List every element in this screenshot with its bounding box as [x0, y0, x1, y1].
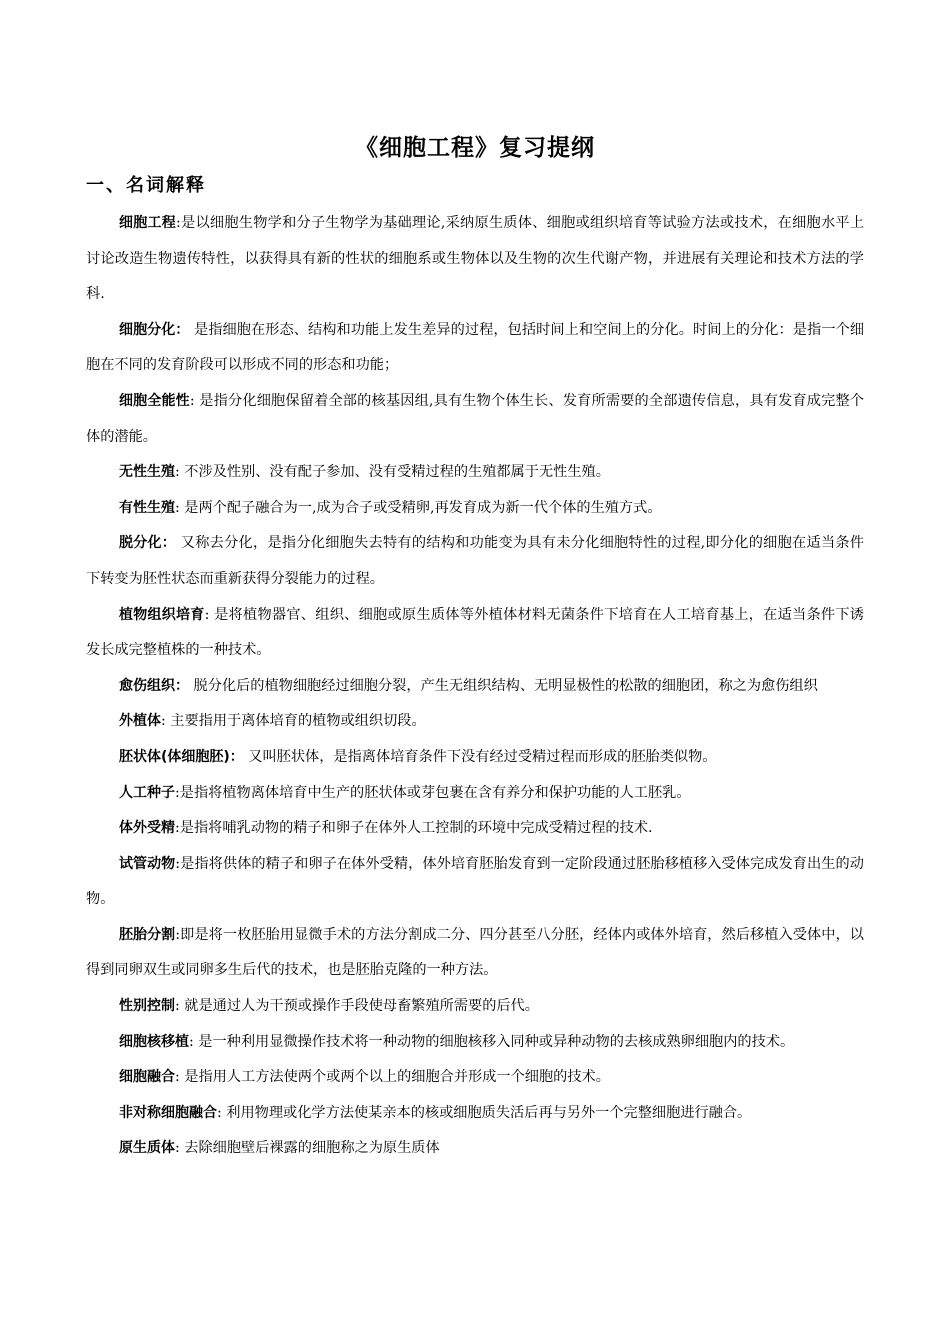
- term-name: 非对称细胞融合: [119, 1104, 217, 1121]
- term-definition: 是指将植物离体培育中生产的胚状体或芽包裹在含有养分和保护功能的人工胚乳。: [179, 784, 691, 801]
- glossary-entry: [86, 598, 864, 669]
- glossary-entry: [86, 811, 864, 847]
- glossary-list: [86, 206, 864, 1167]
- term-separator: :: [176, 215, 181, 231]
- term-definition: 利用物理或化学方法使某亲本的核或细胞质失活后再与另外一个完整细胞进行融合。: [221, 1104, 752, 1121]
- term-definition: 不涉及性别、没有配子参加、没有受精过程的生殖都属于无性生殖。: [179, 464, 610, 481]
- glossary-entry: [86, 206, 864, 313]
- term-definition: 是指将供体的精子和卵子在体外受精，体外培育胚胎发育到一定阶段通过胚胎移植移入受体完成发育出生的动物。: [86, 855, 864, 908]
- term-definition: 是指细胞在形态、结构和功能上发生差异的过程，包括时间上和空间上的分化。时间上的分化：是指一个细胞在不同的发育阶段可以形成不同的形态和功能；: [86, 321, 865, 374]
- section-heading: 一、名词解释: [86, 175, 206, 196]
- glossary-entry: [86, 1131, 864, 1167]
- term-name: 细胞全能性: [119, 392, 190, 409]
- document-page: [86, 128, 864, 1167]
- term-name: 人工种子: [119, 784, 175, 801]
- term-name: 胚状体(体细胞胚): [119, 748, 230, 765]
- term-name: 植物组织培育: [119, 606, 205, 623]
- term-separator: :: [175, 784, 180, 801]
- term-definition: 去除细胞壁后裸露的细胞称之为原生质体: [179, 1140, 440, 1157]
- glossary-entry: [86, 740, 864, 776]
- term-name: 无性生殖: [119, 464, 175, 481]
- term-definition: 是两个配子融合为一,成为合子或受精卵,再发育成为新一代个体的生殖方式。: [179, 499, 662, 516]
- document-title: 《细胞工程》复习提纲: [355, 135, 595, 161]
- term-separator: :: [175, 464, 180, 481]
- glossary-entry: [86, 384, 864, 455]
- term-name: 细胞分化: [119, 321, 176, 338]
- term-separator: :: [175, 499, 180, 516]
- term-name: 体外受精: [119, 820, 175, 837]
- term-separator: :: [189, 1033, 194, 1050]
- term-definition: 即是将一枚胚胎用显微手术的方法分割成二分、四分甚至八分胚，经体内或体外培育，然后移植入受体中，以得到同卵双生或同卵多生后代的技术，也是胚胎克隆的一种方法。: [86, 926, 864, 979]
- glossary-entry: [86, 669, 864, 705]
- term-definition: 是指将哺乳动物的精子和卵子在体外人工控制的环境中完成受精过程的技术.: [179, 820, 653, 837]
- term-definition: 是将植物器官、组织、细胞或原生质体等外植体材料无菌条件下培育在人工培育基上，在适当条件下诱发长成完整植株的一种技术。: [86, 606, 864, 659]
- glossary-entry: [86, 776, 864, 812]
- glossary-entry: [86, 455, 864, 491]
- glossary-entry: [86, 1096, 864, 1132]
- term-name: 原生质体: [119, 1140, 175, 1157]
- glossary-entry: [86, 704, 864, 740]
- glossary-entry: [86, 313, 864, 384]
- glossary-entry: [86, 1060, 864, 1096]
- term-name: 愈伤组织: [119, 677, 175, 694]
- term-separator: ：: [229, 748, 244, 765]
- term-name: 胚胎分割: [119, 926, 176, 943]
- term-name: 性别控制: [119, 998, 175, 1015]
- term-separator: :: [175, 1140, 180, 1157]
- term-name: 细胞工程: [119, 215, 176, 231]
- term-definition: 是指分化细胞保留着全部的核基因组,具有生物个体生长、发育所需要的全部遗传信息，具有发育成完整个体的潜能。: [86, 392, 864, 445]
- term-separator: ：: [175, 321, 190, 338]
- glossary-entry: [86, 526, 864, 597]
- term-separator: :: [175, 1069, 180, 1086]
- term-name: 试管动物: [119, 855, 176, 872]
- term-separator: :: [189, 392, 195, 409]
- term-definition: 就是通过人为干预或操作手段使母畜繁殖所需要的后代。: [179, 998, 539, 1015]
- term-definition: 是一种利用显微操作技术将一种动物的细胞核移入同种或异种动物的去核成熟卵细胞内的技术。: [193, 1033, 795, 1050]
- term-separator: :: [175, 926, 181, 943]
- term-name: 细胞融合: [119, 1069, 175, 1086]
- term-separator: :: [217, 1104, 222, 1121]
- term-name: 外植体: [119, 713, 161, 730]
- term-separator: :: [175, 855, 181, 872]
- term-definition: 主要指用于离体培育的植物或组织切段。: [165, 713, 426, 730]
- term-separator: ：: [161, 535, 177, 552]
- term-separator: :: [204, 606, 210, 623]
- glossary-entry: [86, 918, 864, 989]
- term-name: 有性生殖: [119, 499, 175, 516]
- term-definition: 又叫胚状体，是指离体培育条件下没有经过受精过程而形成的胚胎类似物。: [243, 748, 717, 765]
- term-separator: :: [175, 820, 180, 837]
- term-definition: 是以细胞生物学和分子生物学为基础理论,采纳原生质体、细胞或组织培育等试验方法或技术，在细胞水平上讨论改造生物遗传特性，以获得具有新的性状的细胞系或生物体以及生物的次生代谢产物，并进展有关理论和技术方法的学科.: [86, 215, 865, 303]
- glossary-entry: [86, 847, 864, 918]
- glossary-entry: [86, 1025, 864, 1061]
- term-definition: 是指用人工方法使两个或两个以上的细胞合并形成一个细胞的技术。: [179, 1069, 610, 1086]
- term-definition: 又称去分化，是指分化细胞失去特有的结构和功能变为具有未分化细胞特性的过程,即分化的细胞在适当条件下转变为胚性状态而重新获得分裂能力的过程。: [86, 535, 865, 587]
- term-separator: :: [175, 998, 180, 1015]
- term-separator: :: [161, 713, 166, 730]
- term-definition: 脱分化后的植物细胞经过细胞分裂，产生无组织结构、无明显极性的松散的细胞团，称之为愈伤组织: [189, 677, 818, 694]
- glossary-entry: [86, 491, 864, 527]
- glossary-entry: [86, 989, 864, 1025]
- term-name: 细胞核移植: [119, 1033, 189, 1050]
- term-name: 脱分化: [119, 535, 162, 552]
- term-separator: ：: [175, 677, 189, 694]
